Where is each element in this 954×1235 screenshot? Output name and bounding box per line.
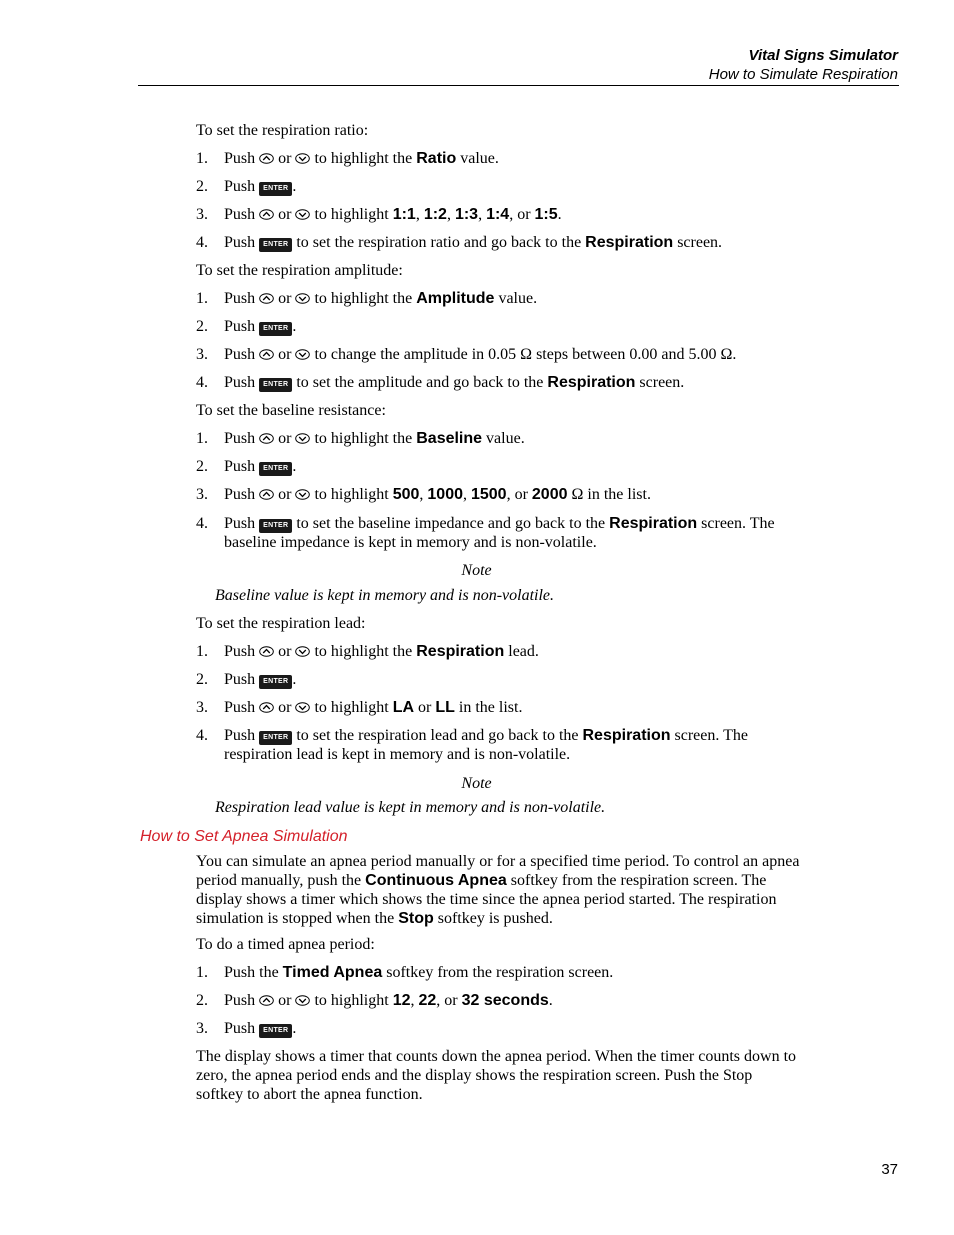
amplitude-step-3 [196,345,796,364]
step-number: 1. [196,964,208,981]
ratio-option: 1:2 [423,206,447,223]
up-arrow-key-icon [259,349,274,360]
step-text: screen. The baseline impedance is kept in memory and is non-volatile. [224,515,775,551]
lead-step-1 [196,642,796,661]
or-word: or [278,699,292,716]
enter-key-icon: ENTER [259,462,292,476]
enter-key-icon: ENTER [259,322,292,336]
lead-intro: To set the respiration lead: [196,615,366,632]
push-word: Push [224,150,256,167]
ui-term: Timed Apnea [282,964,383,981]
baseline-intro: To set the baseline resistance: [196,402,386,419]
page-number: 37 [881,1161,898,1178]
step-number: 2. [196,458,208,475]
apnea-step-1 [196,963,796,982]
push-word: Push [224,699,256,716]
up-arrow-key-icon [259,646,274,657]
note-body: Baseline value is kept in memory and is non-volatile. [215,587,555,604]
step-text: to highlight the [314,150,413,167]
up-arrow-key-icon [259,153,274,164]
step-text: screen. The respiration lead is kept in memory and is non-volatile. [224,727,748,763]
ratio-option: 1:3 [454,206,479,223]
lead-option: LA [392,699,415,716]
ui-term: Stop [398,910,434,927]
ratio-step-3: 3. Push or to highlight 1:1, 1:2, 1:3, 1:4, or 1:5. [196,206,562,223]
step-text: to highlight the [314,430,413,447]
up-arrow-key-icon [259,702,274,713]
push-word: Push [224,458,256,475]
down-arrow-key-icon [295,702,310,713]
step-number: 3. [196,699,208,716]
ui-term: Continuous Apnea [365,872,507,889]
push-word: Push [224,346,256,363]
push-word: Push [224,178,256,195]
amplitude-step-1 [196,289,796,308]
step-text: to highlight [314,992,389,1009]
baseline-option: 1500 [470,486,507,503]
step-text: to set the amplitude and go back to the [296,374,544,391]
step-text: value. [460,150,499,167]
apnea-option: 12 [392,992,411,1009]
step-text: to set the respiration ratio and go back to the [296,234,582,251]
step-text: screen. [677,234,723,251]
push-word: Push [224,643,256,660]
amplitude-step-2: 2. Push ENTER . [196,318,297,335]
baseline-step-1 [196,429,796,448]
enter-key-icon: ENTER [259,731,292,745]
apnea-step-2: 2. Push or to highlight 12, 22, or 32 seconds. [196,992,553,1009]
step-text: in the list. [458,699,523,716]
push-word: Push [224,374,256,391]
running-header-title: Vital Signs Simulator [748,47,898,64]
ratio-step-1 [196,149,796,168]
header-rule [138,85,899,86]
baseline-step-3: 3. Push or to highlight 500, 1000, 1500, or 2000 Ω in the list. [196,486,651,503]
up-arrow-key-icon [259,293,274,304]
step-text: to highlight [314,486,389,503]
ratio-intro: To set the respiration ratio: [196,122,369,139]
note-title: Note [461,562,492,579]
step-number: 1. [196,643,208,660]
up-arrow-key-icon [259,995,274,1006]
down-arrow-key-icon [295,489,310,500]
step-number: 4. [196,515,208,532]
step-number: 2. [196,671,208,688]
up-arrow-key-icon [259,433,274,444]
or-word: or [278,206,292,223]
amplitude-step-4 [196,373,796,392]
down-arrow-key-icon [295,433,310,444]
push-word: Push [224,206,256,223]
push-word: Push [224,290,256,307]
lead-step-2: 2. Push ENTER . [196,671,297,688]
enter-key-icon: ENTER [259,1024,292,1038]
ui-term: Respiration [416,643,505,660]
step-number: 2. [196,992,208,1009]
step-text: to highlight [314,206,389,223]
ui-term: Respiration [609,515,698,532]
push-word: Push [224,515,256,532]
step-text: softkey from the respiration screen. [386,964,614,981]
or-word: or [278,346,292,363]
down-arrow-key-icon [295,349,310,360]
note-title: Note [461,775,492,792]
up-arrow-key-icon [259,489,274,500]
push-word: Push [224,727,256,744]
apnea-step-3: 3. Push ENTER . [196,1020,297,1037]
step-text: lead. [508,643,539,660]
step-text: screen. [639,374,685,391]
push-word: Push [224,430,256,447]
step-number: 4. [196,374,208,391]
step-text: Push the [224,964,279,981]
step-number: 3. [196,346,208,363]
or-word: or [278,643,292,660]
down-arrow-key-icon [295,153,310,164]
step-number: 1. [196,290,208,307]
down-arrow-key-icon [295,646,310,657]
ui-term: Amplitude [416,290,495,307]
enter-key-icon: ENTER [259,519,292,533]
push-word: Push [224,671,256,688]
push-word: Push [224,318,256,335]
ratio-step-2: 2. Push ENTER . [196,178,297,195]
down-arrow-key-icon [295,293,310,304]
step-text: to change the amplitude in 0.05 Ω steps between 0.00 and 5.00 Ω. [314,346,737,363]
step-text: to set the baseline impedance and go back to the [296,515,606,532]
step-text: value. [498,290,538,307]
enter-key-icon: ENTER [259,238,292,252]
up-arrow-key-icon [259,209,274,220]
ui-term: Ratio [416,150,457,167]
baseline-step-4 [196,514,796,552]
baseline-option: 1000 [427,486,463,503]
apnea-paragraph-1: You can simulate an apnea period manually or for a specified time period. To control an apnea period manually, push the Continuous Apnea softkey from the respiration screen. The display shows a timer which shows the time since the apnea period started. The respiration simulation is stopped when the Stop softkey is pushed. [196,853,800,927]
section-heading-apnea: How to Set Apnea Simulation [140,828,348,845]
step-text: value. [486,430,525,447]
or-word: or [278,430,292,447]
step-text: to highlight the [314,290,413,307]
step-number: 1. [196,430,208,447]
step-text: to highlight [314,699,389,716]
enter-key-icon: ENTER [259,378,292,392]
step-number: 3. [196,486,208,503]
ui-term: Baseline [416,430,483,447]
down-arrow-key-icon [295,209,310,220]
step-text: to highlight the [314,643,413,660]
push-word: Push [224,1020,256,1037]
ui-term: Respiration [585,234,674,251]
amplitude-intro: To set the respiration amplitude: [196,262,403,279]
ratio-step-4 [196,233,796,252]
ratio-option: 1:1 [392,206,416,223]
running-header-subtitle: How to Simulate Respiration [708,66,898,83]
step-number: 2. [196,178,208,195]
step-number: 2. [196,318,208,335]
baseline-step-2: 2. Push ENTER . [196,458,297,475]
lead-option: LL [435,699,455,716]
push-word: Push [224,486,256,503]
or-word: or [278,290,292,307]
step-number: 3. [196,206,208,223]
step-number: 4. [196,727,208,744]
step-number: 3. [196,1020,208,1037]
ui-term: Respiration [547,374,636,391]
lead-step-3: 3. Push or to highlight LA or LL in the list. [196,699,523,716]
enter-key-icon: ENTER [259,675,292,689]
step-number: 1. [196,150,208,167]
apnea-option: 22 [418,992,437,1009]
step-text: Ω in the list. [571,486,651,503]
ui-term: Respiration [582,727,671,744]
note-body: Respiration lead value is kept in memory and is non-volatile. [215,799,606,816]
or-word: or [278,992,292,1009]
ratio-option: 1:5 [534,206,558,223]
enter-key-icon: ENTER [259,182,292,196]
step-number: 4. [196,234,208,251]
baseline-option: 2000 [531,486,568,503]
push-word: Push [224,234,256,251]
down-arrow-key-icon [295,995,310,1006]
or-word: or [278,486,292,503]
or-word: or [278,150,292,167]
ratio-option: 1:4 [486,206,510,223]
apnea-option: 32 seconds [461,992,549,1009]
apnea-paragraph-2: The display shows a timer that counts down the apnea period. When the timer counts down to zero, the apnea period ends and the display shows the respiration screen. Push the Stop softkey to abort the apnea function. [196,1048,797,1103]
lead-step-4 [196,726,796,764]
step-text: to set the respiration lead and go back to the [296,727,579,744]
push-word: Push [224,992,256,1009]
apnea-intro: To do a timed apnea period: [196,936,375,953]
baseline-option: 500 [392,486,420,503]
